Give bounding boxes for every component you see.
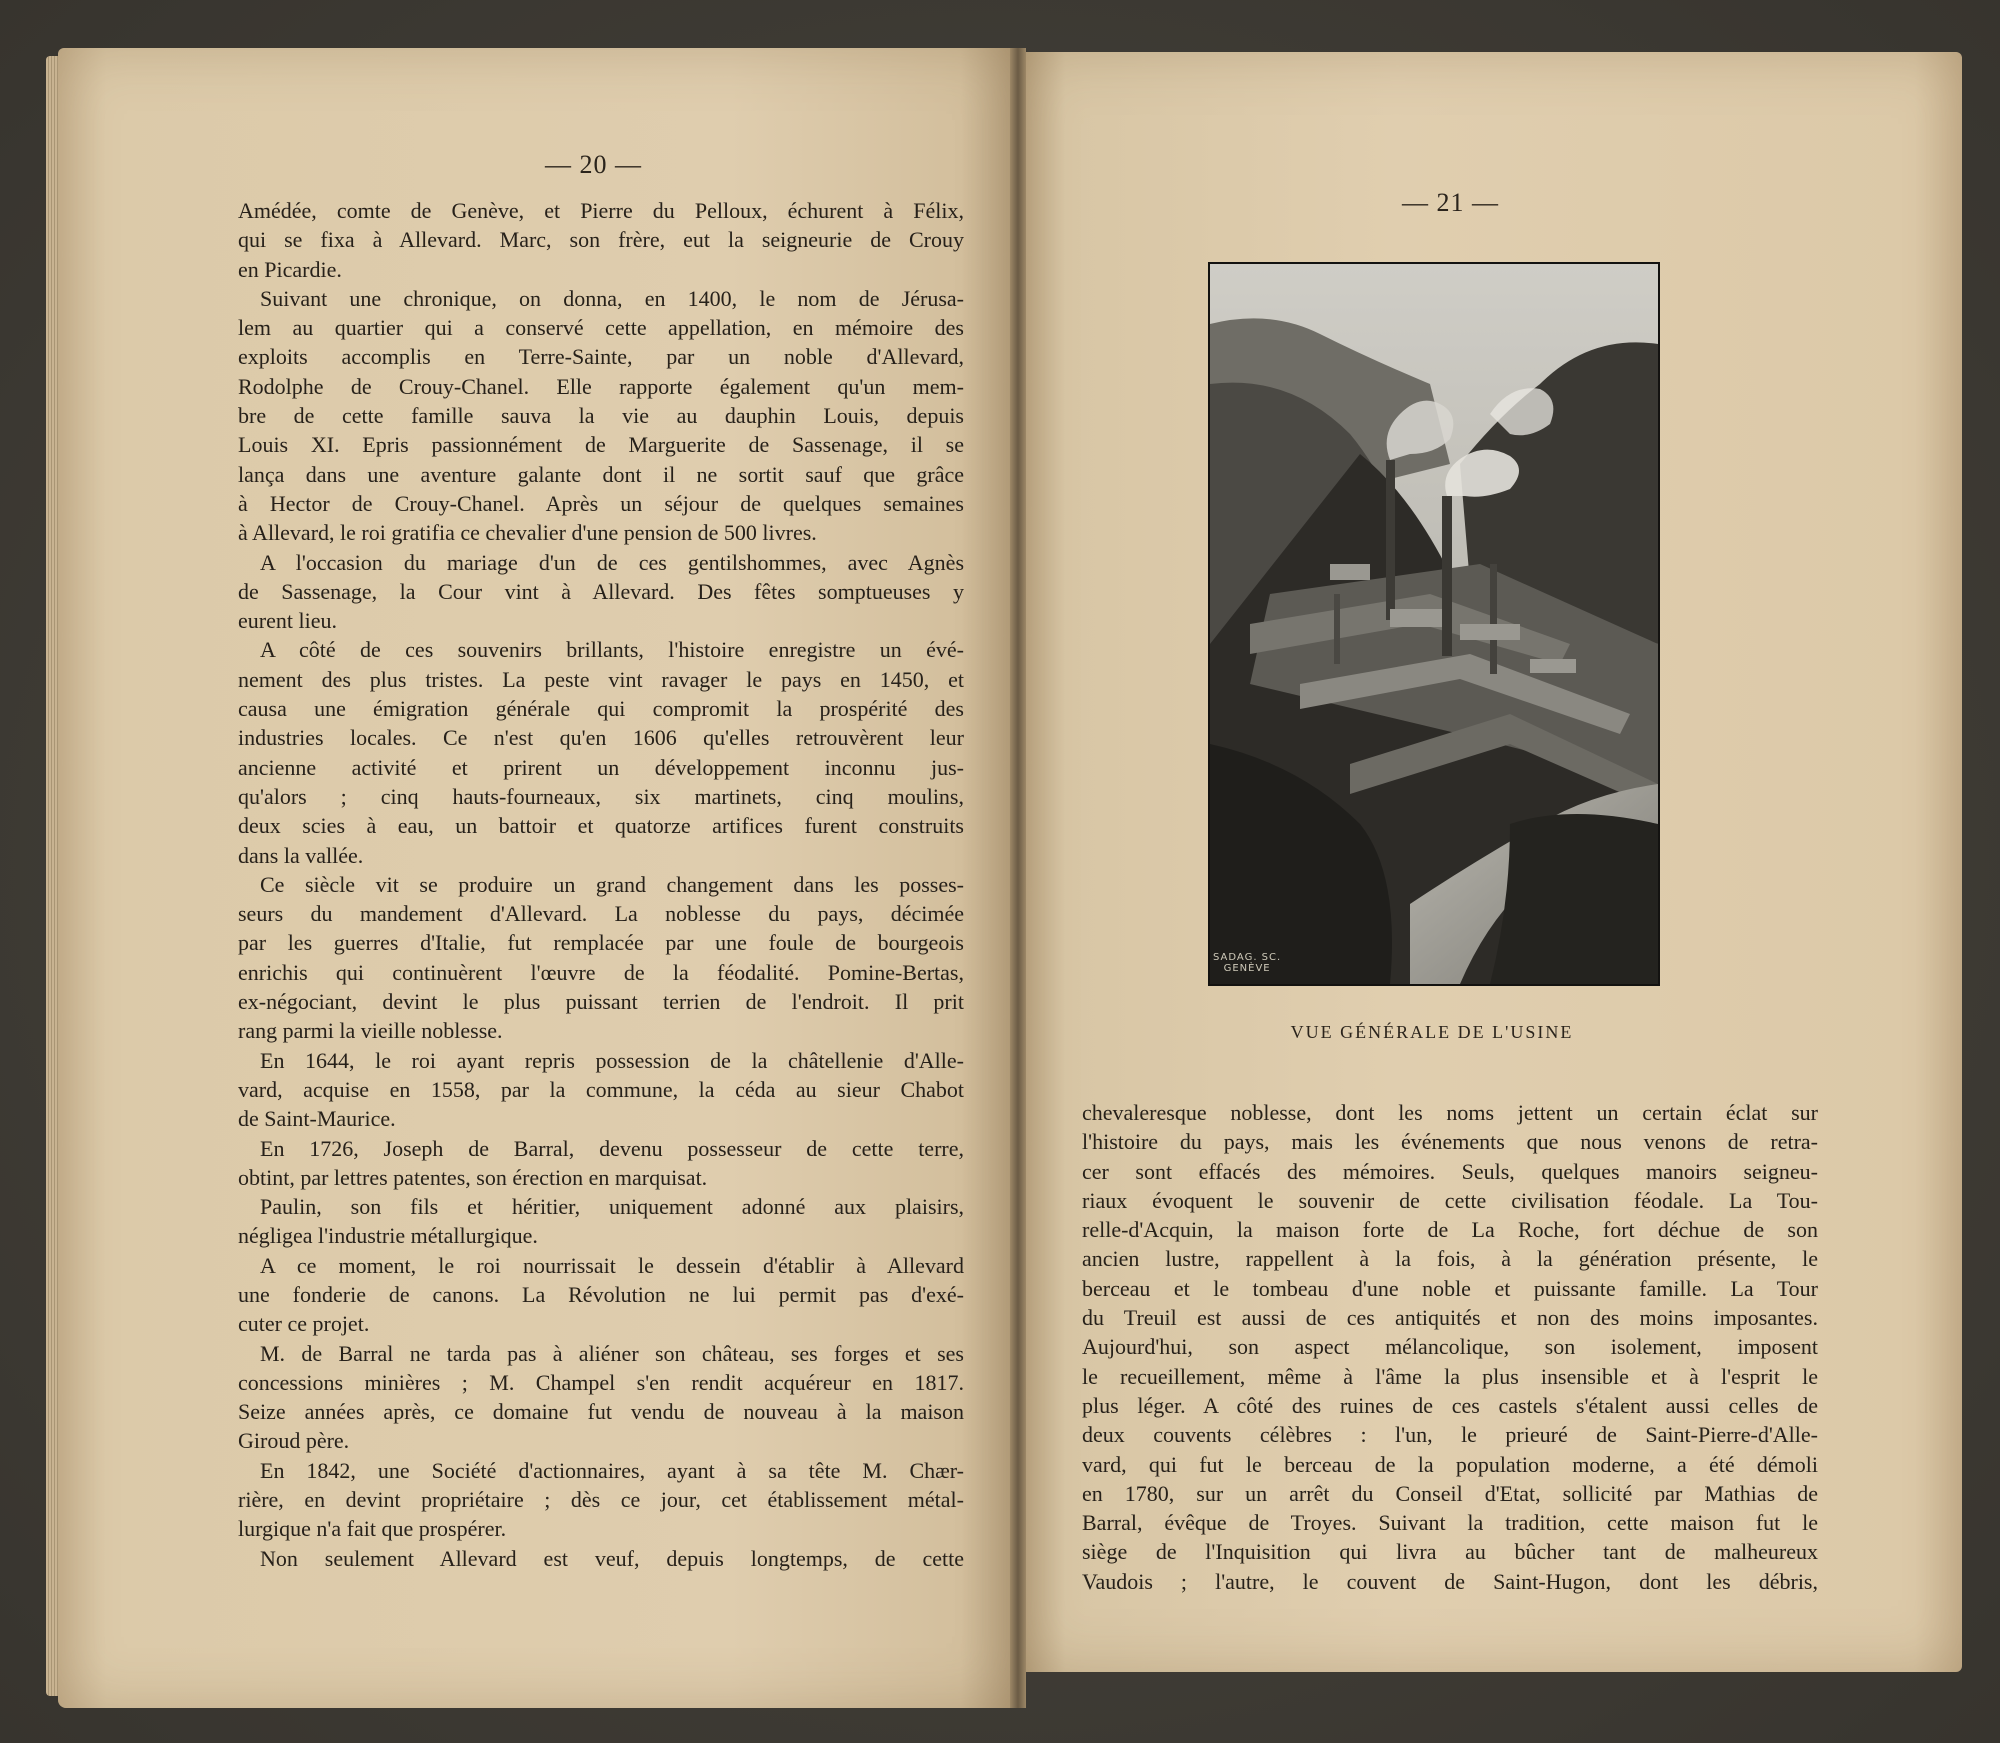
text-line: à Allevard, le roi gratifia ce chevalier d'une pension de 500 livres. <box>238 520 817 546</box>
right-page-text <box>1082 1098 1818 1596</box>
engraver-credit-line: SADAG. SC. <box>1213 952 1282 963</box>
text-line: En 1726, Joseph de Barral, devenu possesseur de cette terre, <box>260 1135 964 1161</box>
text-line: en Picardie. <box>238 256 342 282</box>
text-line: exploits accomplis en Terre-Sainte, par un noble d'Allevard, <box>238 344 964 370</box>
text-line: par les guerres d'Italie, fut remplacée par une foule de bourgeois <box>238 930 964 956</box>
text-line: de Sassenage, la Cour vint à Allevard. Des fêtes somptueuses y <box>238 578 964 604</box>
text-line: deux couvents célèbres : l'un, le prieuré de Saint-Pierre-d'Alle- <box>1082 1422 1818 1448</box>
text-line: de Saint-Maurice. <box>238 1106 396 1132</box>
text-line: berceau et le tombeau d'une noble et puissante famille. La Tour <box>1082 1275 1818 1301</box>
text-line: qu'alors ; cinq hauts-fourneaux, six martinets, cinq moulins, <box>238 783 964 809</box>
text-line: vard, acquise en 1558, par la commune, la céda au sieur Chabot <box>238 1076 964 1102</box>
text-line: bre de cette famille sauva la vie au dauphin Louis, depuis <box>238 403 964 429</box>
text-line: cuter ce projet. <box>238 1311 370 1337</box>
text-line: ex-négociant, devint le plus puissant terrien de l'endroit. Il prit <box>238 989 964 1015</box>
text-line: l'histoire du pays, mais les événements que nous venons de retra- <box>1082 1129 1818 1155</box>
factory-photograph-image <box>1210 264 1658 984</box>
text-line: lança dans une aventure galante dont il ne sortit sauf que grâce <box>238 461 964 487</box>
text-line: M. de Barral ne tarda pas à aliéner son château, ses forges et ses <box>260 1340 964 1366</box>
text-line: le recueillement, même à l'âme la plus insensible et à l'esprit le <box>1082 1363 1818 1389</box>
text-line: négligea l'industrie métallurgique. <box>238 1223 538 1249</box>
text-line: Aujourd'hui, son aspect mélancolique, son isolement, imposent <box>1082 1334 1818 1360</box>
text-line: relle-d'Acquin, la maison forte de La Roche, fort déchue de son <box>1082 1217 1818 1243</box>
text-line: ancienne activité et prirent un développement inconnu jus- <box>238 754 964 780</box>
text-line: obtint, par lettres patentes, son érection en marquisat. <box>238 1164 708 1190</box>
text-line: Ce siècle vit se produire un grand changement dans les posses- <box>260 871 964 897</box>
engraver-credit-city: GENÈVE <box>1223 963 1271 974</box>
text-line: Barral, évêque de Troyes. Suivant la tradition, cette maison fut le <box>1082 1510 1818 1536</box>
text-line: seurs du mandement d'Allevard. La noblesse du pays, décimée <box>238 901 964 927</box>
text-line: vard, qui fut le berceau de la population moderne, a été démoli <box>1082 1451 1818 1477</box>
text-line: Seize années après, ce domaine fut vendu de nouveau à la maison <box>238 1399 964 1425</box>
text-line: dans la vallée. <box>238 842 364 868</box>
text-line: Rodolphe de Crouy-Chanel. Elle rapporte également qu'un mem- <box>238 373 964 399</box>
text-line: deux scies à eau, un battoir et quatorze artifices furent construits <box>238 813 964 839</box>
text-line: En 1842, une Société d'actionnaires, ayant à sa tête M. Chær- <box>260 1457 964 1483</box>
engraver-credit <box>1213 952 1281 974</box>
text-line: Amédée, comte de Genève, et Pierre du Pelloux, échurent à Félix, <box>238 198 964 223</box>
text-line: causa une émigration générale qui compromit la prospérité des <box>238 696 964 722</box>
text-line: A ce moment, le roi nourrissait le dessein d'établir à Allevard <box>260 1252 964 1278</box>
text-line: enrichis qui continuèrent l'œuvre de la féodalité. Pomine-Bertas, <box>238 959 964 985</box>
text-line: du Treuil est aussi de ces antiquités et non des moins imposantes. <box>1082 1305 1818 1331</box>
text-line: cer sont effacés des mémoires. Seuls, quelques manoirs seigneu- <box>1082 1158 1818 1184</box>
figure-caption: VUE GÉNÉRALE DE L'USINE <box>1290 1022 1574 1042</box>
text-line: une fonderie de canons. La Révolution ne lui permit pas d'exé- <box>238 1281 964 1307</box>
text-line: Giroud père. <box>238 1428 350 1454</box>
text-line: Vaudois ; l'autre, le couvent de Saint-Hugon, dont les débris, <box>1082 1568 1818 1594</box>
text-line: concessions minières ; M. Champel s'en rendit acquéreur en 1817. <box>238 1369 964 1395</box>
text-line: A l'occasion du mariage d'un de ces gentilshommes, avec Agnès <box>260 549 964 575</box>
book-gutter <box>1010 48 1026 1708</box>
text-line: A côté de ces souvenirs brillants, l'histoire enregistre un évé- <box>260 637 964 663</box>
text-line: Non seulement Allevard est veuf, depuis longtemps, de cette <box>260 1545 964 1571</box>
left-page-text <box>238 196 964 1573</box>
text-line: Louis XI. Epris passionnément de Marguerite de Sassenage, il se <box>238 432 964 458</box>
text-line: rang parmi la vieille noblesse. <box>238 1018 503 1044</box>
left-page-number: — 20 — <box>545 150 642 179</box>
text-line: riaux évoquent le souvenir de cette civilisation féodale. La Tou- <box>1082 1187 1818 1213</box>
text-line: en 1780, sur un arrêt du Conseil d'Etat, sollicité par Mathias de <box>1082 1480 1818 1506</box>
text-line: En 1644, le roi ayant repris possession de la châtellenie d'Alle- <box>260 1047 964 1073</box>
text-line: chevaleresque noblesse, dont les noms jettent un certain éclat sur <box>1082 1100 1818 1125</box>
text-line: industries locales. Ce n'est qu'en 1606 qu'elles retrouvèrent leur <box>238 725 964 751</box>
text-line: rière, en devint propriétaire ; dès ce jour, cet établissement métal- <box>238 1487 964 1513</box>
text-line: lurgique n'a fait que prospérer. <box>238 1516 507 1542</box>
text-line: Paulin, son fils et héritier, uniquement adonné aux plaisirs, <box>260 1194 964 1220</box>
text-line: plus léger. A côté des ruines de ces castels s'étalent aussi celles de <box>1082 1392 1818 1418</box>
text-line: nement des plus tristes. La peste vint ravager le pays en 1450, et <box>238 666 964 692</box>
text-line: siège de l'Inquisition qui livra au bûcher tant de malheureux <box>1082 1539 1818 1565</box>
text-line: ancien lustre, rappellent à la fois, à la génération présente, le <box>1082 1246 1818 1272</box>
text-line: Suivant une chronique, on donna, en 1400, le nom de Jérusa- <box>260 285 964 311</box>
factory-photograph <box>1208 262 1660 986</box>
right-page-number: — 21 — <box>1402 188 1499 217</box>
text-line: à Hector de Crouy-Chanel. Après un séjour de quelques semaines <box>238 490 964 516</box>
text-line: qui se fixa à Allevard. Marc, son frère, eut la seigneurie de Crouy <box>238 227 964 253</box>
text-line: eurent lieu. <box>238 608 337 634</box>
text-line: lem au quartier qui a conservé cette appellation, en mémoire des <box>238 315 964 341</box>
